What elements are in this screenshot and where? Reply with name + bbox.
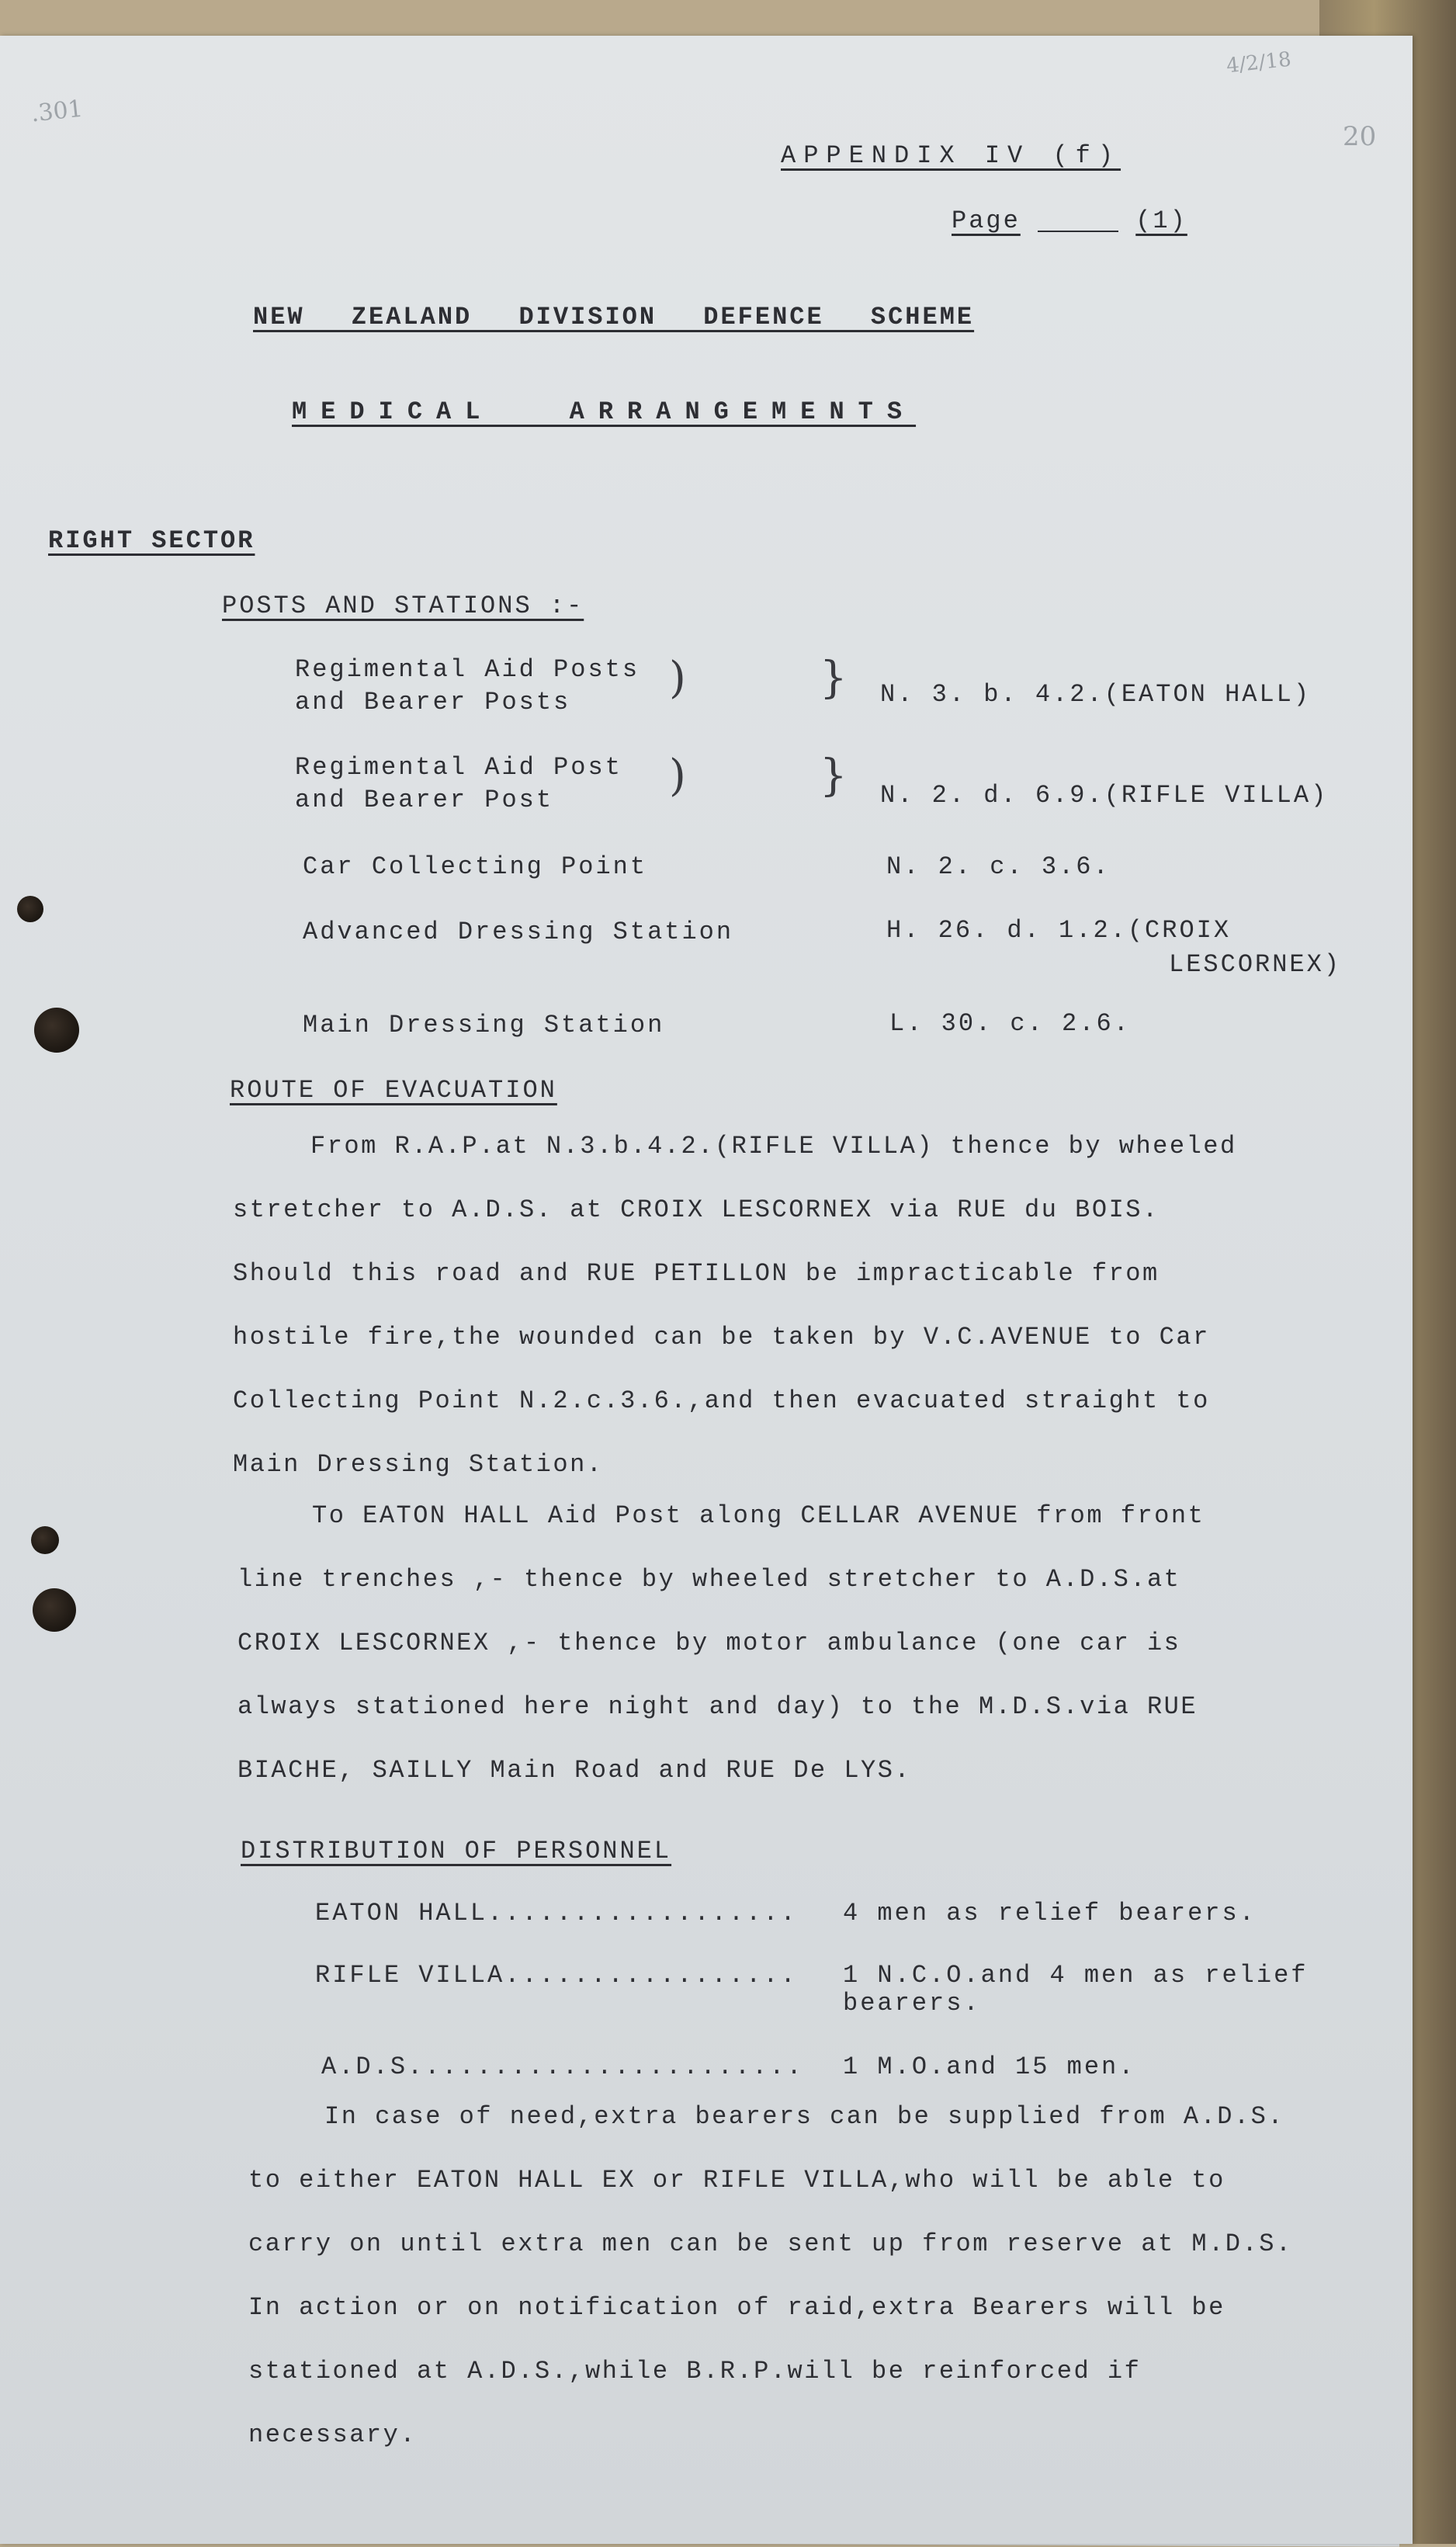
document-page	[0, 36, 1413, 2544]
personnel-heading: DISTRIBUTION OF PERSONNEL	[241, 1837, 672, 1865]
evacuation-paragraph: To EATON HALL Aid Post along CELLAR AVENUE from front line trenches ,- thence by wheeled stretcher to A.D.S.at CROIX LESCORNEX ,- thence by motor ambulance (one car is always stationed here night and day) to the M.D.S.via RUE BIACHE, SAILLY Main Road and RUE De LYS.	[237, 1501, 1205, 1785]
bracket-mark: )	[669, 653, 686, 703]
personnel-place: EATON HALL..................	[315, 1899, 798, 1928]
post-name: Advanced Dressing Station	[303, 918, 734, 946]
post-name: Regimental Aid Posts	[295, 655, 640, 684]
post-name: Regimental Aid Post	[295, 753, 622, 782]
page-number: (1)	[1135, 206, 1187, 235]
post-name: Main Dressing Station	[303, 1011, 665, 1039]
pencil-annotation-right: 4/2/18	[1225, 47, 1293, 78]
personnel-detail: 1 M.O.and 15 men.	[843, 2053, 1136, 2081]
personnel-place: RIFLE VILLA.................	[315, 1961, 798, 1990]
punch-hole	[33, 1588, 76, 1632]
pencil-annotation-left: .301	[29, 95, 85, 128]
bracket-mark: }	[820, 751, 848, 801]
post-grid-ref: N. 2. c. 3.6.	[886, 852, 1111, 881]
page-number-rule	[1038, 231, 1118, 232]
pencil-annotation-corner: 20	[1343, 121, 1377, 152]
personnel-detail-line2: bearers.	[843, 1989, 981, 2018]
post-name: Car Collecting Point	[303, 852, 648, 881]
post-grid-ref: L. 30. c. 2.6.	[889, 1009, 1131, 1038]
post-grid-ref: N. 2. d. 6.9.(RIFLE VILLA)	[880, 781, 1329, 810]
appendix-heading: APPENDIX IV (f)	[781, 141, 1121, 170]
scheme-title: NEW ZEALAND DIVISION DEFENCE SCHEME	[253, 303, 975, 331]
post-grid-ref: N. 3. b. 4.2.(EATON HALL)	[880, 680, 1312, 709]
personnel-detail: 4 men as relief bearers.	[843, 1899, 1257, 1928]
page-label: Page	[952, 206, 1021, 235]
page-number-line	[952, 206, 1187, 235]
posts-subheading: POSTS AND STATIONS :-	[222, 592, 584, 620]
punch-hole	[31, 1526, 59, 1554]
punch-hole	[34, 1008, 79, 1053]
medical-arrangements-title: MEDICAL ARRANGEMENTS	[292, 397, 917, 426]
punch-hole	[17, 896, 43, 922]
personnel-detail: 1 N.C.O.and 4 men as relief	[843, 1961, 1309, 1990]
post-grid-ref: H. 26. d. 1.2.(CROIX	[886, 916, 1232, 945]
personnel-place: A.D.S.......................	[321, 2053, 804, 2081]
closing-paragraph: In case of need,extra bearers can be supplied from A.D.S. to either EATON HALL EX or RIFLE VILLA,who will be able to carry on until extra men can be sent up from reserve at M.D.S. In action or on notification of raid,extra Bearers will be stationed at A.D.S.,while B.R.P.will be reinforced if necessary.	[248, 2102, 1293, 2449]
post-name-line2: and Bearer Posts	[295, 688, 571, 717]
section-heading: RIGHT SECTOR	[48, 526, 255, 555]
post-name-line2: and Bearer Post	[295, 786, 554, 814]
bracket-mark: }	[820, 653, 848, 703]
bracket-mark: )	[669, 751, 686, 801]
evacuation-heading: ROUTE OF EVACUATION	[230, 1076, 557, 1105]
evacuation-paragraph: From R.A.P.at N.3.b.4.2.(RIFLE VILLA) thence by wheeled stretcher to A.D.S. at CROIX LESCORNEX via RUE du BOIS. Should this road and RUE PETILLON be impracticable from hostile fire,the wounded can be taken by V.C.AVENUE to Car Collecting Point N.2.c.3.6.,and then evacuated straight to Main Dressing Station.	[233, 1132, 1237, 1479]
post-grid-ref-line2: LESCORNEX)	[1169, 950, 1342, 979]
